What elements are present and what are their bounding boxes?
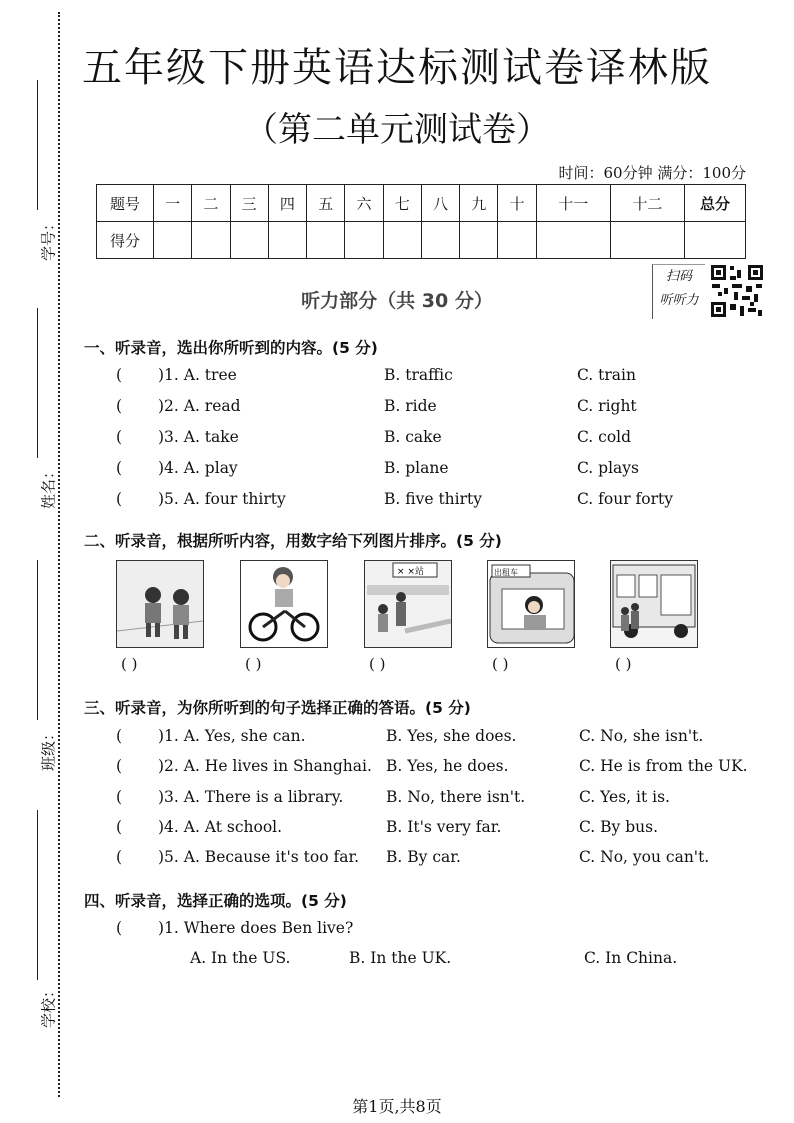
option-a: )5. A. four thirty: [158, 490, 286, 508]
option-c: C. right: [577, 397, 637, 415]
score-input-cell[interactable]: [498, 222, 536, 259]
score-cell: 二: [192, 185, 230, 222]
school-label: 学校：: [39, 983, 58, 1029]
option-a: )1. A. Yes, she can.: [158, 727, 306, 745]
page-subtitle: （第二单元测试卷）: [244, 110, 550, 150]
option-a: )4. A. At school.: [158, 818, 283, 836]
option-a: )1. A. tree: [158, 366, 237, 384]
svg-text:× ×站: × ×站: [397, 567, 424, 577]
score-cell: 题号: [97, 185, 154, 222]
score-cell: 三: [230, 185, 268, 222]
answer-paren[interactable]: (: [116, 757, 123, 775]
class-label: 班级：: [39, 726, 58, 772]
qr-block[interactable]: [652, 262, 764, 318]
score-cell: 一: [154, 185, 192, 222]
student-name-label: 姓名：: [39, 464, 58, 510]
student-id-label: 学号：: [39, 216, 58, 262]
rule-3: [37, 560, 38, 720]
option-c: C. By bus.: [579, 818, 659, 836]
picture-taxi: [487, 560, 575, 648]
order-answer-3[interactable]: ( ): [369, 655, 386, 673]
option-a: )3. A. take: [158, 428, 239, 446]
option-a: )3. A. There is a library.: [158, 788, 344, 806]
score-cell: 八: [421, 185, 459, 222]
order-answer-4[interactable]: ( ): [492, 655, 509, 673]
answer-paren[interactable]: (: [116, 818, 123, 836]
option-c: C. Yes, it is.: [579, 788, 670, 806]
answer-paren[interactable]: (: [116, 727, 123, 745]
score-cell: 七: [383, 185, 421, 222]
question-text: )1. Where does Ben live?: [158, 919, 354, 937]
score-header-row: [97, 185, 746, 222]
rule-4: [37, 810, 38, 980]
qr-caption-line2: 听听力: [659, 293, 699, 308]
score-input-cell[interactable]: [230, 222, 268, 259]
option-c: C. plays: [577, 459, 639, 477]
score-value-row: [97, 222, 746, 259]
score-input-cell[interactable]: [610, 222, 684, 259]
order-answer-2[interactable]: ( ): [245, 655, 262, 673]
score-cell: 十一: [536, 185, 610, 222]
two-boys-illustration: [117, 561, 203, 647]
option-c: C. cold: [577, 428, 632, 446]
score-cell: 五: [307, 185, 345, 222]
score-input-cell[interactable]: [536, 222, 610, 259]
option-c: C. four forty: [577, 490, 674, 508]
score-input-cell[interactable]: [192, 222, 230, 259]
answer-paren[interactable]: (: [116, 490, 123, 508]
svg-text:出租车: 出租车: [494, 568, 518, 577]
score-input-cell[interactable]: [383, 222, 421, 259]
score-input-cell[interactable]: [421, 222, 459, 259]
score-cell: 总分: [685, 185, 746, 222]
section-2-title: 二、听录音，根据所听内容，用数字给下列图片排序。(5 分): [84, 532, 502, 550]
option-b: B. Yes, she does.: [386, 727, 517, 745]
picture-two-boys: [116, 560, 204, 648]
answer-paren[interactable]: (: [116, 788, 123, 806]
picture-girl-bike: [240, 560, 328, 648]
option-b: B. traffic: [384, 366, 453, 384]
score-input-cell[interactable]: [460, 222, 498, 259]
answer-paren[interactable]: (: [116, 397, 123, 415]
score-cell: 十: [498, 185, 536, 222]
section-1-title: 一、听录音，选出你所听到的内容。(5 分): [84, 339, 378, 357]
score-cell: 九: [460, 185, 498, 222]
score-input-cell[interactable]: [345, 222, 383, 259]
answer-paren[interactable]: (: [116, 848, 123, 866]
section-3-title: 三、听录音，为你所听到的句子选择正确的答语。(5 分): [84, 699, 471, 717]
option-c: C. He is from the UK.: [579, 757, 748, 775]
score-cell: 六: [345, 185, 383, 222]
taxi-illustration: [488, 561, 574, 647]
bus-illustration: [611, 561, 697, 647]
section-4-title: 四、听录音，选择正确的选项。(5 分): [84, 892, 347, 910]
option-b: B. By car.: [386, 848, 461, 866]
station-illustration: [365, 561, 451, 647]
option-b: B. ride: [384, 397, 437, 415]
answer-paren[interactable]: (: [116, 428, 123, 446]
answer-paren[interactable]: (: [116, 919, 123, 937]
binding-line: [58, 12, 60, 1097]
option-a: )2. A. He lives in Shanghai.: [158, 757, 372, 775]
girl-on-bike-illustration: [241, 561, 327, 647]
qr-caption: [652, 264, 705, 319]
score-input-cell[interactable]: [154, 222, 192, 259]
score-label-cell: 得分: [97, 222, 154, 259]
option-b: B. In the UK.: [349, 949, 452, 967]
order-answer-1[interactable]: ( ): [121, 655, 138, 673]
option-c: C. No, she isn't.: [579, 727, 704, 745]
option-b: B. cake: [384, 428, 442, 446]
score-cell: 四: [268, 185, 306, 222]
qr-code-icon[interactable]: [710, 264, 764, 318]
answer-paren[interactable]: (: [116, 366, 123, 384]
option-b: B. No, there isn't.: [386, 788, 526, 806]
score-input-cell[interactable]: [268, 222, 306, 259]
page-title: 五年级下册英语达标测试卷译林版: [82, 45, 712, 91]
page-footer: 第1页,共8页: [352, 1097, 442, 1116]
option-a: )5. A. Because it's too far.: [158, 848, 360, 866]
option-b: B. five thirty: [384, 490, 483, 508]
option-c: C. train: [577, 366, 636, 384]
option-a: A. In the US.: [190, 949, 291, 967]
option-c: C. No, you can't.: [579, 848, 710, 866]
order-answer-5[interactable]: ( ): [615, 655, 632, 673]
qr-caption-line1: 扫码: [665, 269, 692, 284]
listening-heading: 听力部分（共 30 分）: [301, 290, 493, 312]
time-score-info: 时间：60分钟 满分：100分: [558, 164, 746, 182]
picture-bus: [610, 560, 698, 648]
option-a: )4. A. play: [158, 459, 238, 477]
score-cell: 十二: [610, 185, 684, 222]
score-table: [96, 184, 746, 259]
score-input-cell[interactable]: [685, 222, 746, 259]
option-b: B. Yes, he does.: [386, 757, 509, 775]
option-a: )2. A. read: [158, 397, 241, 415]
score-input-cell[interactable]: [307, 222, 345, 259]
option-b: B. plane: [384, 459, 449, 477]
option-b: B. It's very far.: [386, 818, 502, 836]
answer-paren[interactable]: (: [116, 459, 123, 477]
picture-station: [364, 560, 452, 648]
option-c: C. In China.: [584, 949, 678, 967]
rule-2: [37, 308, 38, 458]
